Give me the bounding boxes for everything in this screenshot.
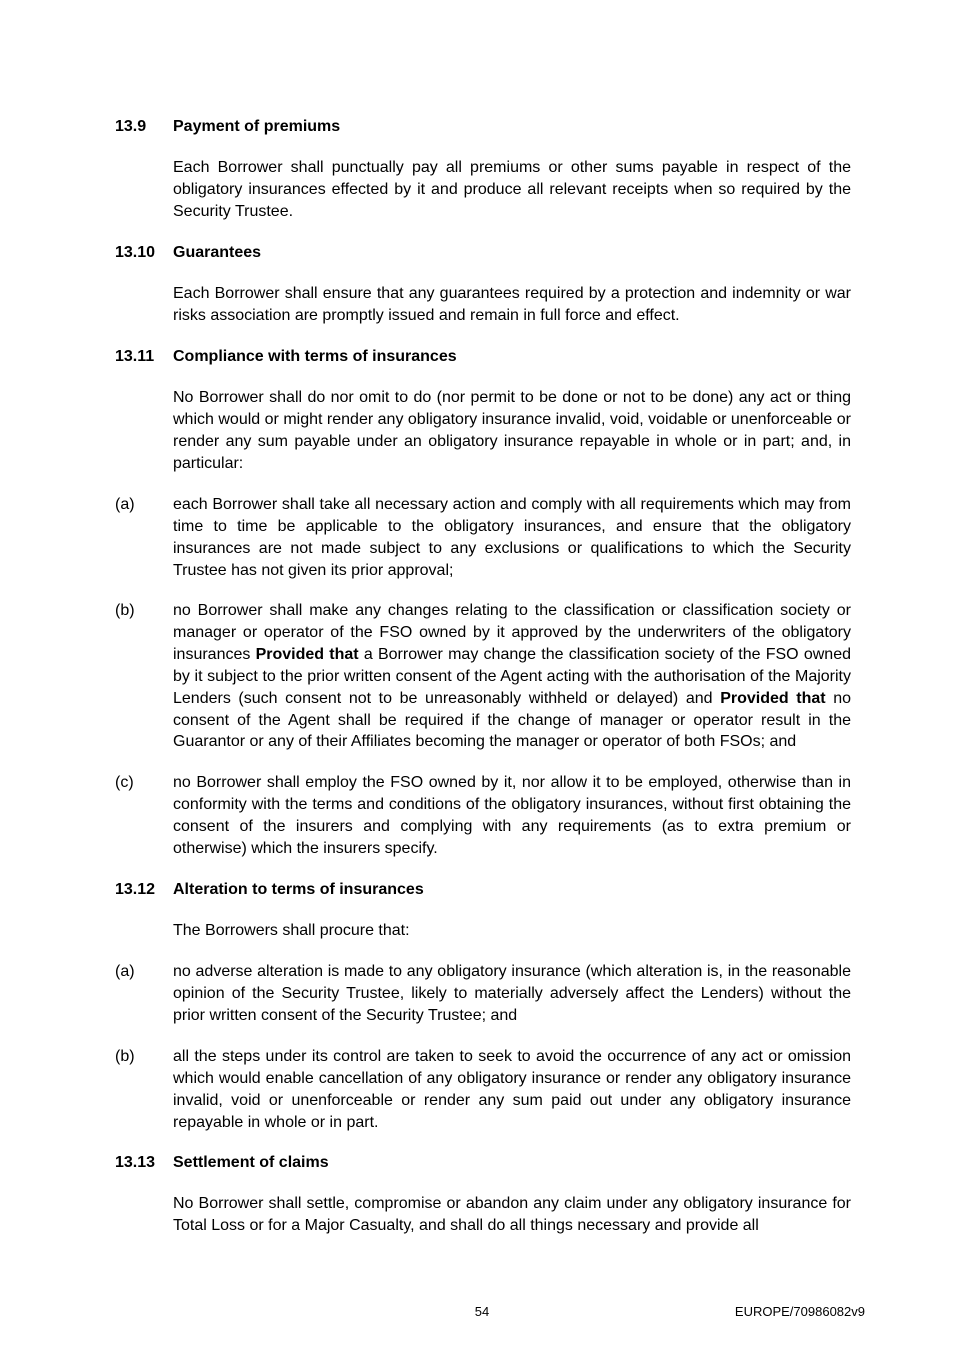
section-number: 13.12 bbox=[115, 881, 156, 898]
section-number: 13.10 bbox=[115, 244, 156, 261]
section-13-11-item-b bbox=[173, 600, 851, 753]
section-13-11-item-c: no Borrower shall employ the FSO owned by it, nor allow it to be employed, otherwise than in conformity with the terms and conditions of the obligatory insurances, without first obtaining the consent of the insurers and complying with any requirements (as to extra premium or otherwise) which the insurers specify. bbox=[173, 774, 851, 857]
section-title: Payment of premiums bbox=[173, 118, 341, 135]
section-13-9-paragraph: Each Borrower shall punctually pay all premiums or other sums payable in respect of the obligatory insurances effected by it and produce all relevant receipts when so required by the Security Trustee. bbox=[173, 159, 851, 220]
list-item-label: (a) bbox=[115, 496, 135, 513]
provided-that-clause-1: Provided that bbox=[255, 645, 359, 663]
section-title: Guarantees bbox=[173, 244, 262, 261]
section-13-12-item-a: no adverse alteration is made to any obligatory insurance (which alteration is, in the reasonable opinion of the Security Trustee, likely to materially adversely affect the Lenders) without the prior written consent of the Security Trustee; and bbox=[173, 963, 851, 1024]
list-item-label: (b) bbox=[115, 1048, 135, 1065]
list-item-label: (a) bbox=[115, 963, 135, 980]
section-13-10-paragraph: Each Borrower shall ensure that any guarantees required by a protection and indemnity or war risks association are promptly issued and remain in full force and effect. bbox=[173, 285, 851, 324]
section-number: 13.9 bbox=[115, 118, 147, 135]
section-13-13-paragraph: No Borrower shall settle, compromise or abandon any claim under any obligatory insurance for Total Loss or for a Major Casualty, and shall do all things necessary and provide all bbox=[173, 1195, 851, 1234]
section-title: Alteration to terms of insurances bbox=[173, 881, 424, 898]
section-13-11-item-a: each Borrower shall take all necessary action and comply with all requirements which may from time to time be applicable to the obligatory insurances, and ensure that the obligatory insurances are not made subject to any exclusions or qualifications to which the Security Trustee has not given its prior approval; bbox=[173, 496, 851, 579]
section-13-11-intro: No Borrower shall do nor omit to do (nor permit to be done or not to be done) any act or thing which would or might render any obligatory insurance invalid, void, voidable or unenforceable or render any sum payable under an obligatory insurance repayable in whole or in part; and, in particular: bbox=[173, 389, 851, 472]
document-reference: EUROPE/70986082v9 bbox=[734, 1304, 865, 1319]
item-b-text-2: a Borrower may change the classification society of the FSO owned by it subject to the prior written consent of the Agent acting with the authorisation of the Majority Lenders (such consent not to be unreasonably withheld or delayed) and bbox=[173, 645, 851, 707]
list-item-label: (c) bbox=[115, 774, 134, 791]
item-b-text-1: no Borrower shall make any changes relating to the classification or classification society or manager or operator of the FSO owned by it approved by the underwriters of the obligatory insurances bbox=[173, 602, 851, 663]
section-number: 13.11 bbox=[115, 348, 155, 365]
list-item-label: (b) bbox=[115, 602, 135, 619]
section-title: Settlement of claims bbox=[173, 1154, 329, 1171]
section-title: Compliance with terms of insurances bbox=[173, 348, 457, 365]
section-13-12-intro: The Borrowers shall procure that: bbox=[173, 922, 410, 939]
provided-that-clause-2: Provided that bbox=[720, 689, 826, 707]
section-number: 13.13 bbox=[115, 1154, 156, 1171]
page-number: 54 bbox=[474, 1304, 490, 1319]
item-b-text-3: no consent of the Agent shall be required if the change of manager or operator result in the Guarantor or any of their Affiliates becoming the manager or operator of both FSOs; and bbox=[173, 689, 852, 751]
section-13-12-item-b: all the steps under its control are taken to seek to avoid the occurrence of any act or omission which would enable cancellation of any obligatory insurance or render any obligatory insurance invalid, void or unenforceable or render any sum paid out under any obligatory insurance repayable in whole or in part. bbox=[173, 1048, 851, 1131]
